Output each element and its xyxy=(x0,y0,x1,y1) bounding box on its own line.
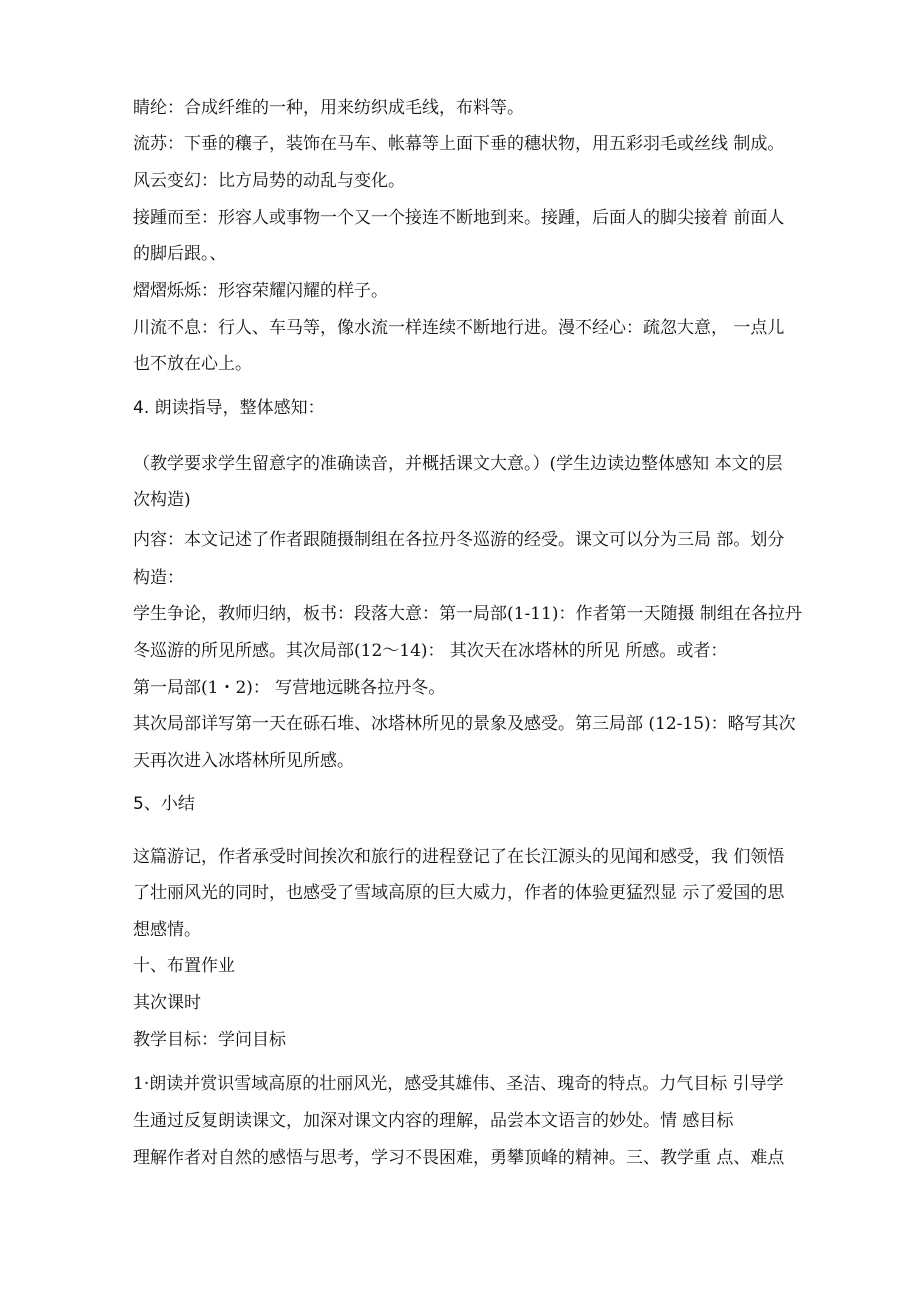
text-line: 也不放在心上。 xyxy=(133,354,252,374)
text-line: 教学目标：学问目标 xyxy=(133,1030,286,1050)
section-heading: 其次课时 xyxy=(133,993,201,1013)
text-line: 这篇游记，作者承受时间挨次和旅行的进程登记了在长江源头的见闻和感受，我 们领悟 xyxy=(133,847,785,867)
text-line: 睛纶：合成纤维的一种，用来纺织成毛线，布料等。 xyxy=(133,98,524,118)
text-line: 了壮丽风光的同时，也感受了雪域高原的巨大威力，作者的体验更猛烈显 示了爱国的思 xyxy=(133,883,785,903)
text-line: 川流不息：行人、车马等，像水流一样连续不断地行进。漫不经心：疏忽大意， 一点儿 xyxy=(133,318,785,338)
text-line: 生通过反复朗读课文，加深对课文内容的理解，品尝本文语言的妙处。情 感目标 xyxy=(133,1111,734,1131)
text-line: 的脚后跟。、 xyxy=(133,244,227,264)
text-line: 学生争论，教师归纳，板书：段落大意：第一局部(1-11)：作者第一天随摄 制组在各拉丹 xyxy=(133,604,802,624)
text-line: 接踵而至：形容人或事物一个又一个接连不断地到来。接踵，后面人的脚尖接着 前面人 xyxy=(133,208,785,228)
section-heading: 5、小结 xyxy=(133,794,195,814)
text-line: 天再次进入冰塔林所见所感。 xyxy=(133,751,354,771)
text-line: 第一局部(1・2)： 写营地远眺各拉丹冬。 xyxy=(133,678,446,698)
text-line: 内容：本文记述了作者跟随摄制组在各拉丹冬巡游的经受。课文可以分为三局 部。划分 xyxy=(133,530,785,550)
section-heading: 十、布置作业 xyxy=(133,956,235,976)
text-line: 熠熠烁烁：形容荣耀闪耀的样子。 xyxy=(133,281,388,301)
text-line: 流苏：下垂的穰子，装饰在马车、帐幕等上面下垂的穗状物，用五彩羽毛或丝线 制成。 xyxy=(133,134,785,154)
text-line: 风云变幻：比方局势的动乱与变化。 xyxy=(133,171,405,191)
text-line: 次构造) xyxy=(133,490,191,510)
text-line: 构造： xyxy=(133,568,184,588)
text-line: 其次局部详写第一天在砾石堆、冰塔林所见的景象及感受。第三局部 (12-15)：略写其次 xyxy=(133,714,796,734)
text-line: （教学要求学生留意字的准确读音，并概括课文大意。）(学生边读边整体感知 本文的层 xyxy=(133,454,783,474)
text-line: 1·朗读并赏识雪域高原的壮丽风光，感受其雄伟、圣洁、瑰奇的特点。力气目标 引导学 xyxy=(133,1074,784,1094)
text-line: 想感情。 xyxy=(133,920,201,940)
text-line: 冬巡游的所见所感。其次局部(12〜14)： 其次天在冰塔林的所见 所感。或者： xyxy=(133,641,728,661)
section-heading: 4. 朗读指导，整体感知： xyxy=(133,398,325,418)
text-line: 理解作者对自然的感悟与思考，学习不畏困难，勇攀顶峰的精神。三、教学重 点、难点 xyxy=(133,1148,785,1168)
